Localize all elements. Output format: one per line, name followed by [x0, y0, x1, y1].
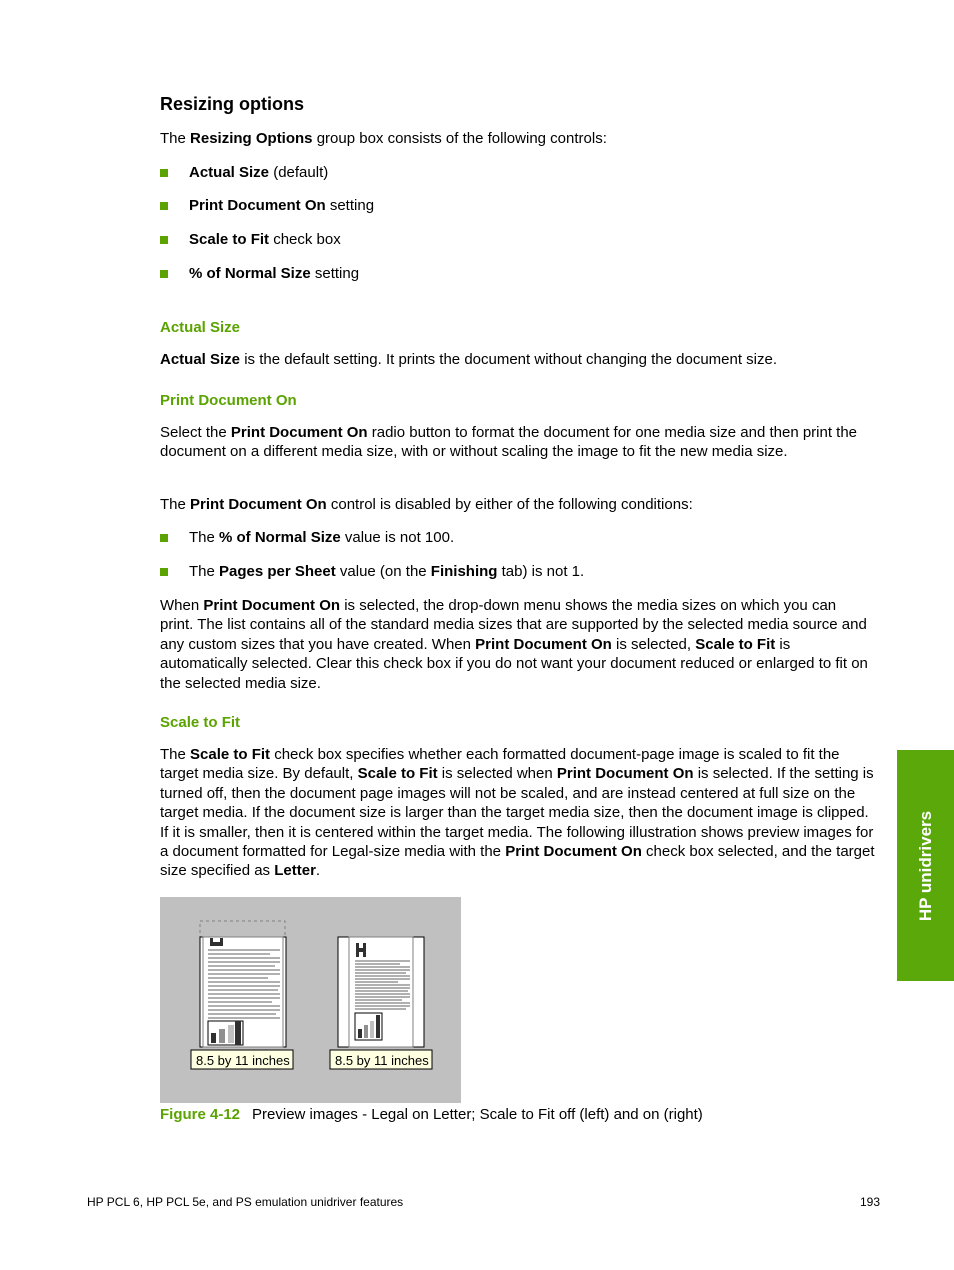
- print-document-on-paragraph-1: Select the Print Document On radio button to format the document for one media size and then print the document on a different media size, with or without scaling the image to fit the new media size.: [160, 424, 858, 461]
- bullet-square-icon: [160, 534, 168, 542]
- scale-to-fit-paragraph: The Scale to Fit check box specifies whether each formatted document-page image is scaled to fit the target media size. By default, Scale to Fit is selected when Print Document On is selected. If the setting is turned off, then the document page images will not be scaled, and are instead centered at full size on the target media. If the document size is larger than the target media size, then the document image is clipped. If it is smaller, then it is centered within the target media. The following illustration shows preview images for a document formatted for Legal-size media with the Print Document On check box selected, and the target size specified as Letter.: [160, 746, 875, 880]
- bullet-square-icon: [160, 270, 168, 278]
- left-preview-page: [200, 921, 286, 1047]
- right-size-label: 8.5 by 11 inches: [335, 1053, 429, 1068]
- actual-size-paragraph: Actual Size is the default setting. It prints the document without changing the document size.: [160, 351, 778, 368]
- print-document-on-heading: Print Document On: [160, 392, 297, 409]
- bullet-square-icon: [160, 202, 168, 210]
- page-number: 193: [860, 1195, 881, 1209]
- bullet-square-icon: [160, 568, 168, 576]
- preview-images: [160, 897, 461, 1103]
- right-preview-page: [338, 937, 424, 1047]
- figure-number: Figure 4-12: [160, 1106, 241, 1123]
- chapter-tab: [897, 750, 954, 981]
- intro-paragraph: The Resizing Options group box consists of the following controls:: [160, 130, 607, 147]
- figure-caption: [160, 1106, 703, 1123]
- preview-figure: [160, 897, 461, 1103]
- scale-to-fit-heading: Scale to Fit: [160, 714, 241, 731]
- footer-title: HP PCL 6, HP PCL 5e, and PS emulation unidriver features: [87, 1195, 404, 1209]
- figure-caption-text: Preview images - Legal on Letter; Scale to Fit off (left) and on (right): [252, 1106, 703, 1123]
- print-document-on-paragraph-3: When Print Document On is selected, the drop-down menu shows the media sizes on which you can print. The list contains all of the standard media sizes that are supported by the selected media source and any custom sizes that you have created. When Print Document On is selected, Scale to Fit is automatically selected. Clear this check box if you do not want your document reduced or enlarged to fit on the selected media size.: [160, 597, 868, 692]
- bullet-square-icon: [160, 236, 168, 244]
- section-heading: Resizing options: [160, 94, 304, 114]
- left-size-label: 8.5 by 11 inches: [196, 1053, 290, 1068]
- chapter-tab-label: HP unidrivers: [915, 810, 935, 921]
- bullet-square-icon: [160, 169, 168, 177]
- actual-size-heading: Actual Size: [160, 319, 241, 336]
- print-document-on-paragraph-2: The Print Document On control is disabled by either of the following conditions:: [160, 496, 693, 513]
